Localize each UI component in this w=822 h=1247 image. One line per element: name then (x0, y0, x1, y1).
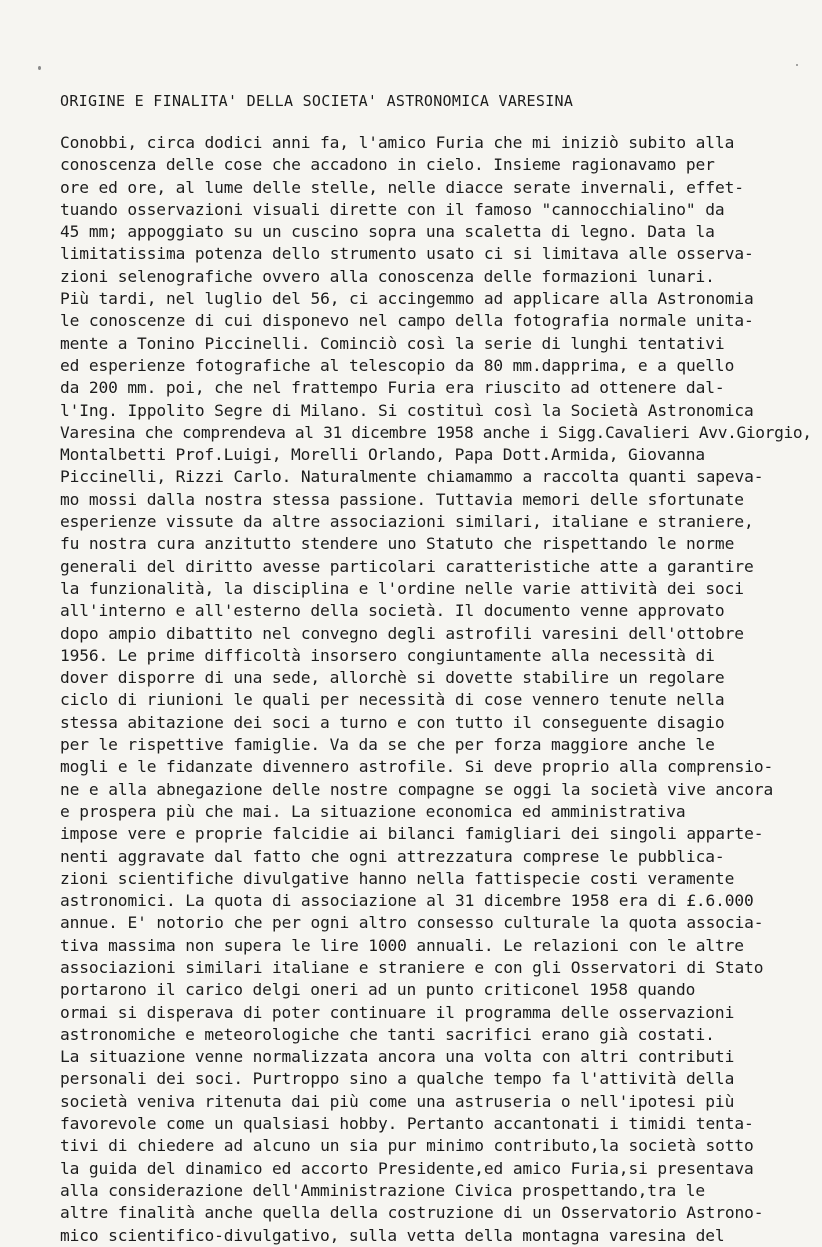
text-line: astronomiche e meteorologiche che tanti sacrifici erano già costati. (60, 1024, 715, 1044)
text-line: mico scientifico-divulgativo, sulla vetta della montagna varesina del (60, 1225, 725, 1245)
text-line: all'interno e all'esterno della società. Il documento venne approvato (60, 601, 725, 621)
text-line: stessa abitazione dei soci a turno e con tutto il conseguente disagio (60, 712, 725, 732)
text-line: le conoscenze di cui disponevo nel campo della fotografia normale unita- (60, 311, 754, 331)
text-line: Conobbi, circa dodici anni fa, l'amico Furia che mi iniziò subito alla (60, 133, 735, 152)
text-line: zioni selenografiche ovvero alla conoscenza delle formazioni lunari. (60, 266, 715, 286)
text-line: fu nostra cura anzitutto stendere uno Statuto che rispettando le norme (60, 534, 735, 554)
text-line: da 200 mm. poi, che nel frattempo Furia era riuscito ad ottenere dal- (60, 378, 725, 398)
text-line: Più tardi, nel luglio del 56, ci accingemmo ad applicare alla Astronomia (60, 289, 754, 309)
text-line: ormai si disperava di poter continuare il programma delle osservazioni (60, 1002, 735, 1022)
text-line: ciclo di riunioni le quali per necessità di cose vennero tenute nella (60, 690, 725, 710)
text-line: società veniva ritenuta dai più come una astruseria o nell'ipotesi più (60, 1091, 735, 1111)
text-line: favorevole come un qualsiasi hobby. Pertanto accantonati i timidi tenta- (60, 1114, 754, 1134)
text-line: ne e alla abnegazione delle nostre compagne se oggi la società vive ancora (60, 779, 774, 799)
text-line: dover disporre di una sede, allorchè si dovette stabilire un regolare (60, 668, 725, 688)
text-line: impose vere e proprie falcidie ai bilanci famigliari dei singoli apparte- (60, 824, 764, 844)
text-line: tuando osservazioni visuali dirette con il famoso "cannocchialino" da (60, 199, 725, 219)
text-line: astronomici. La quota di associazione al 31 dicembre 1958 era di £.6.000 (60, 891, 754, 911)
text-line: 1956. Le prime difficoltà insorsero congiuntamente alla necessità di (60, 645, 715, 665)
text-line: esperienze vissute da altre associazioni similari, italiane e straniere, (60, 512, 754, 532)
text-line: Varesina che comprendeva al 31 dicembre 1958 anche i Sigg.Cavalieri Avv.Giorgio, (60, 422, 812, 442)
text-line: La situazione venne normalizzata ancora una volta con altri contributi (60, 1047, 735, 1067)
text-line: dopo ampio dibattito nel convegno degli astrofili varesini dell'ottobre (60, 623, 744, 643)
text-line: tivi di chiedere ad alcuno un sia pur minimo contributo,la società sotto (60, 1136, 754, 1156)
paper-speck (796, 64, 798, 66)
text-line: altre finalità anche quella della costruzione di un Osservatorio Astrono- (60, 1203, 764, 1223)
text-line: limitatissima potenza dello strumento usato ci si limitava alle osserva- (60, 244, 754, 264)
text-line: Piccinelli, Rizzi Carlo. Naturalmente chiamammo a raccolta quanti sapeva- (60, 467, 764, 487)
text-line: per le rispettive famiglie. Va da se che per forza maggiore anche le (60, 735, 715, 755)
text-line: nenti aggravate dal fatto che ogni attrezzatura comprese le pubblica- (60, 846, 725, 866)
document-title: ORIGINE E FINALITA' DELLA SOCIETA' ASTRONOMICA VARESINA (60, 92, 574, 110)
text-line: annue. E' notorio che per ogni altro consesso culturale la quota associa- (60, 913, 764, 933)
text-line: mogli e le fidanzate divennero astrofile. Si deve proprio alla comprensio- (60, 757, 774, 777)
text-line: personali dei soci. Purtroppo sino a qualche tempo fa l'attività della (60, 1069, 735, 1089)
document-body (60, 132, 820, 1247)
text-line: mo mossi dalla nostra stessa passione. Tuttavia memori delle sfortunate (60, 489, 744, 509)
paper-speck (38, 66, 41, 70)
text-line: associazioni similari italiane e straniere e con gli Osservatori di Stato (60, 957, 764, 977)
text-line: conoscenza delle cose che accadono in cielo. Insieme ragionavamo per (60, 155, 715, 175)
text-line: ed esperienze fotografiche al telescopio da 80 mm.dapprima, e a quello (60, 355, 735, 375)
text-line: zioni scientifiche divulgative hanno nella fattispecie costi veramente (60, 868, 735, 888)
text-line: la funzionalità, la disciplina e l'ordine nelle varie attività dei soci (60, 578, 744, 598)
text-line: alla considerazione dell'Amministrazione Civica prospettando,tra le (60, 1180, 705, 1200)
text-line: 45 mm; appoggiato su un cuscino sopra una scaletta di legno. Data la (60, 222, 715, 242)
text-line: l'Ing. Ippolito Segre di Milano. Si costituì così la Società Astronomica (60, 400, 754, 420)
text-line: mente a Tonino Piccinelli. Cominciò così la serie di lunghi tentativi (60, 333, 725, 353)
text-line: generali del diritto avesse particolari caratteristiche atte a garantire (60, 556, 754, 576)
text-line: portarono il carico delgi oneri ad un punto criticonel 1958 quando (60, 980, 696, 1000)
text-line: la guida del dinamico ed accorto Presidente,ed amico Furia,si presentava (60, 1158, 754, 1178)
text-line: ore ed ore, al lume delle stelle, nelle diacce serate invernali, effet- (60, 177, 744, 197)
text-line: tiva massima non supera le lire 1000 annuali. Le relazioni con le altre (60, 935, 744, 955)
text-line: e prospera più che mai. La situazione economica ed amministrativa (60, 801, 686, 821)
text-line: Montalbetti Prof.Luigi, Morelli Orlando, Papa Dott.Armida, Giovanna (60, 445, 705, 465)
